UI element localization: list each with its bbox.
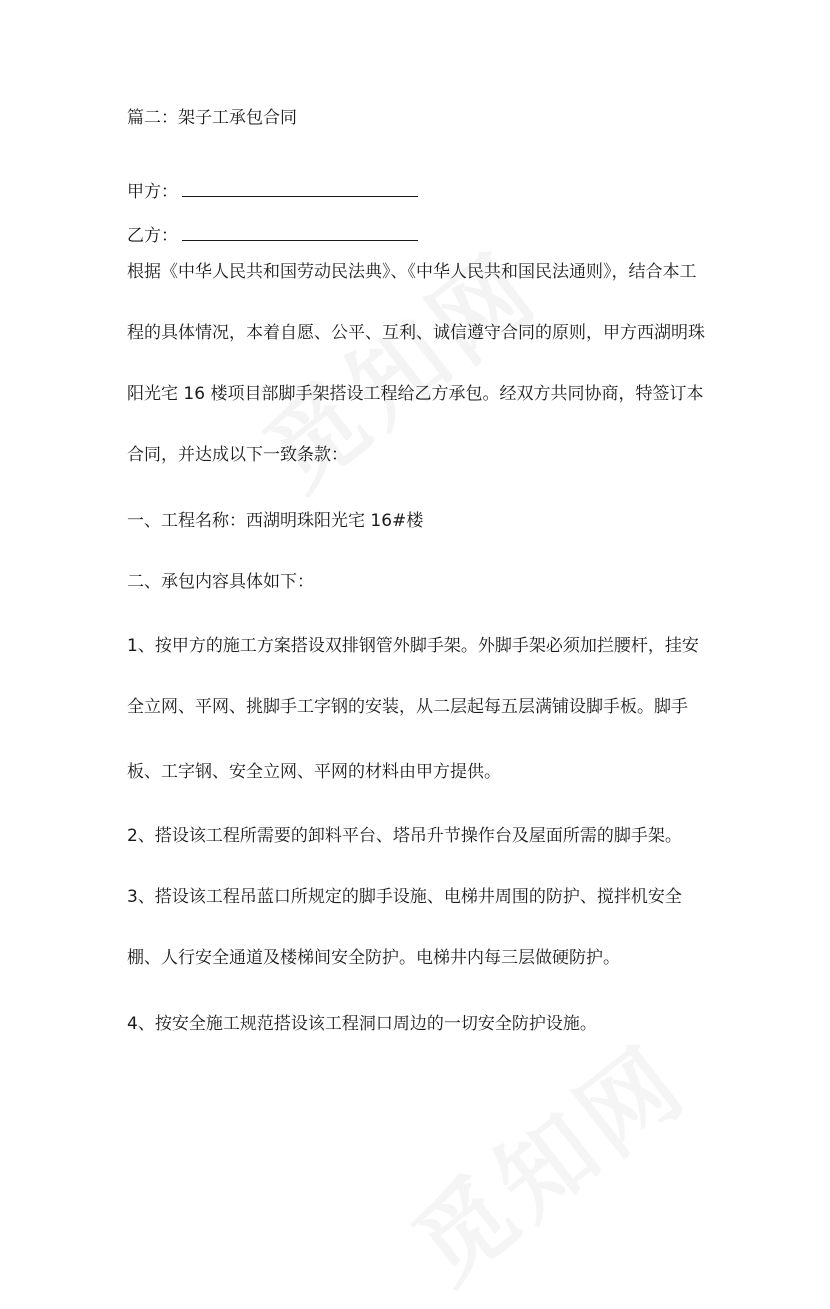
party-a-label: 甲方：: [127, 182, 178, 202]
clause-3-line: 棚、人行安全通道及楼梯间安全防护。电梯井内每三层做硬防护。: [127, 948, 620, 968]
intro-line: 合同，并达成以下一致条款：: [127, 445, 348, 465]
section-contract-scope: 二、承包内容具体如下：: [127, 572, 314, 592]
watermark: [233, 248, 598, 613]
intro-line: 阳光宅 16 楼项目部脚手架搭设工程给乙方承包。经双方共同协商，特签订本: [127, 384, 704, 404]
party-b-row: [127, 222, 418, 248]
watermark-bottom: [381, 1008, 711, 1308]
clause-1-line: 板、工字钢、安全立网、平网的材料由甲方提供。: [127, 762, 501, 782]
intro-line: 程的具体情况，本着自愿、公平、互利、诚信遵守合同的原则，甲方西湖明珠: [127, 323, 705, 343]
clause-3-line: 3、搭设该工程吊蓝口所规定的脚手设施、电梯井周围的防护、搅拌机安全: [127, 887, 682, 907]
party-b-label: 乙方：: [127, 226, 178, 246]
document-title: 篇二：架子工承包合同: [127, 108, 297, 128]
section-project-name: 一、工程名称：西湖明珠阳光宅 16#楼: [127, 511, 424, 531]
party-a-blank: [182, 178, 418, 197]
clause-1-line: 1、按甲方的施工方案搭设双排钢管外脚手架。外脚手架必须加拦腰杆，挂安: [127, 636, 699, 656]
party-a-row: [127, 178, 418, 204]
party-b-blank: [182, 222, 418, 241]
intro-line: 根据《中华人民共和国劳动民法典》、《中华人民共和国民法通则》，结合本工: [127, 262, 697, 282]
clause-4: 4、按安全施工规范搭设该工程洞口周边的一切安全防护设施。: [127, 1014, 597, 1034]
clause-1-line: 全立网、平网、挑脚手工字钢的安装，从二层起每五层满铺设脚手板。脚手: [127, 697, 688, 717]
clause-2: 2、搭设该工程所需要的卸料平台、塔吊升节操作台及屋面所需的脚手架。: [127, 826, 682, 846]
